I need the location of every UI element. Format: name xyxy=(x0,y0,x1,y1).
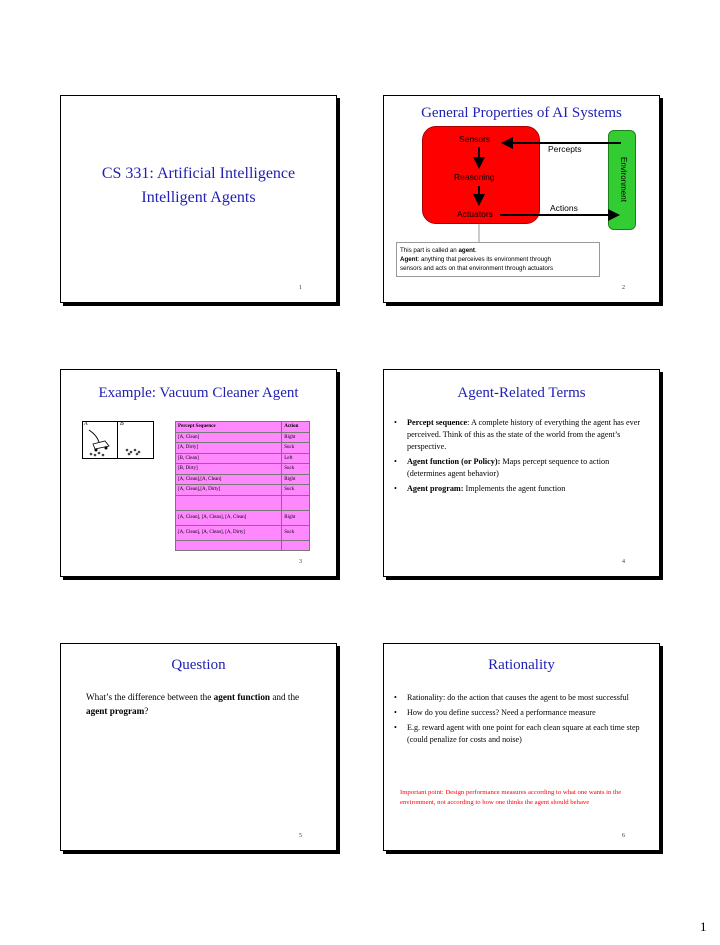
slide-1 xyxy=(60,95,337,303)
callout-bold: Agent xyxy=(400,256,418,263)
slide-4 xyxy=(383,369,660,577)
slide-number: 1 xyxy=(299,285,302,291)
bullet-text: E.g. reward agent with one point for each clean square at each time step (could penalize for costs and noise) xyxy=(407,723,640,744)
slide-3 xyxy=(60,369,337,577)
table-cell: Left xyxy=(282,453,310,464)
table-row xyxy=(176,510,310,525)
cell-b-label: B xyxy=(120,421,124,427)
table-cell xyxy=(282,540,310,551)
table-cell: Right xyxy=(282,432,310,443)
table-row xyxy=(176,540,310,551)
table-cell: [A, Clean],[A, Dirty] xyxy=(176,485,282,496)
percepts-label: Percepts xyxy=(548,144,582,154)
slide-2 xyxy=(383,95,660,303)
table-header: Percept Sequence xyxy=(176,422,282,433)
question-bold: agent function xyxy=(213,692,271,702)
environment-label: Environment xyxy=(619,156,628,202)
table-cell: Right xyxy=(282,510,310,525)
actuators-label: Actuators xyxy=(457,209,493,219)
term-definition: Maps percept sequence to action (determines agent behavior) xyxy=(407,457,610,478)
slide-2-title: General Properties of AI Systems xyxy=(421,105,622,121)
callout-text: : anything that perceives its environment through xyxy=(417,256,551,263)
reasoning-label: Reasoning xyxy=(454,172,495,182)
slide-number: 5 xyxy=(299,833,302,839)
table-cell: [A, Clean], [A, Clean], [A, Dirty] xyxy=(176,525,282,540)
question-part: What’s the difference between the xyxy=(86,692,214,702)
vacuum-icon xyxy=(83,422,153,458)
table-row xyxy=(176,453,310,464)
slide-6 xyxy=(383,643,660,851)
table-row xyxy=(176,495,310,510)
table-row xyxy=(176,432,310,443)
table-row xyxy=(176,443,310,454)
question-part: and the xyxy=(270,692,300,702)
vacuum-world-illustration xyxy=(82,421,154,459)
term-name: Agent function (or Policy): xyxy=(407,457,501,466)
table-cell: Suck xyxy=(282,443,310,454)
list-item: • Rationality: do the action that causes the agent to be most successful xyxy=(394,693,629,702)
page-number: 1 xyxy=(700,919,707,934)
callout-bold: agent xyxy=(458,247,475,254)
percept-action-table xyxy=(175,421,310,551)
table-cell: Suck xyxy=(282,525,310,540)
table-cell xyxy=(282,495,310,510)
list-item: • E.g. reward agent with one point for each clean square at each time step (could penalize for costs and noise) xyxy=(394,723,640,744)
table-cell xyxy=(176,540,282,551)
table-row xyxy=(176,485,310,496)
slide-1-title xyxy=(61,162,336,210)
table-cell: [A, Clean], [A, Clean], [A, Clean] xyxy=(176,510,282,525)
table-cell: Suck xyxy=(282,464,310,475)
rationality-list xyxy=(394,692,649,749)
slide-6-title: Rationality xyxy=(488,657,555,673)
question-text xyxy=(86,690,311,718)
slide-number: 6 xyxy=(622,833,625,839)
term-definition: : A complete history of everything the agent has ever perceived. Think of this as the state of the world from the agent’s perspective. xyxy=(407,418,641,451)
callout-text: . xyxy=(474,247,477,254)
table-row xyxy=(176,525,310,540)
table-cell: [A, Clean] xyxy=(176,432,282,443)
slide-3-title: Example: Vacuum Cleaner Agent xyxy=(98,385,299,401)
table-cell: [A, Clean],[A, Clean] xyxy=(176,474,282,485)
callout-text: sensors and acts on that environment through actuators xyxy=(400,265,554,272)
title-line-2: Intelligent Agents xyxy=(141,189,256,206)
list-item: • How do you define success? Need a performance measure xyxy=(394,708,596,717)
table-header: Action xyxy=(282,422,310,433)
list-item: • Agent function (or Policy): Maps percept sequence to action (determines agent behavior) xyxy=(394,457,610,478)
list-item: • Agent program: Implements the agent function xyxy=(394,484,566,493)
table-cell xyxy=(176,495,282,510)
term-definition: Implements the agent function xyxy=(463,484,566,493)
table-cell: [B, Dirty] xyxy=(176,464,282,475)
agent-definition-callout xyxy=(396,242,600,277)
slide-number: 4 xyxy=(622,559,625,565)
question-bold: agent program xyxy=(86,706,145,716)
table-cell: [B, Clean] xyxy=(176,453,282,464)
bullet-text: How do you define success? Need a performance measure xyxy=(407,708,596,717)
slide-5 xyxy=(60,643,337,851)
important-note: Important point: Design performance measures according to what one wants in the environment, not according to how one thinks the agent should behave xyxy=(400,789,622,806)
table-cell: Right xyxy=(282,474,310,485)
table-row xyxy=(176,464,310,475)
terms-list xyxy=(394,417,649,498)
title-line-1: CS 331: Artificial Intelligence xyxy=(101,165,296,182)
term-name: Percept sequence xyxy=(407,418,468,427)
slide-number: 3 xyxy=(299,559,302,565)
actions-label: Actions xyxy=(550,203,578,213)
callout-text: This part is called an xyxy=(400,247,459,254)
sensors-label: Sensors xyxy=(459,134,491,144)
slide-4-title: Agent-Related Terms xyxy=(457,385,586,401)
list-item: • Percept sequence: A complete history of everything the agent has ever perceived. Think of this as the state of the world from the agent’s perspective. xyxy=(394,418,641,451)
term-name: Agent program: xyxy=(407,484,464,493)
table-cell: [A, Dirty] xyxy=(176,443,282,454)
bullet-text: Rationality: do the action that causes the agent to be most successful xyxy=(407,693,629,702)
cell-a-label: A xyxy=(84,421,88,427)
table-cell: Suck xyxy=(282,485,310,496)
slide-number: 2 xyxy=(622,285,625,291)
question-part: ? xyxy=(144,706,149,716)
slide-5-title: Question xyxy=(171,657,226,673)
table-row xyxy=(176,474,310,485)
